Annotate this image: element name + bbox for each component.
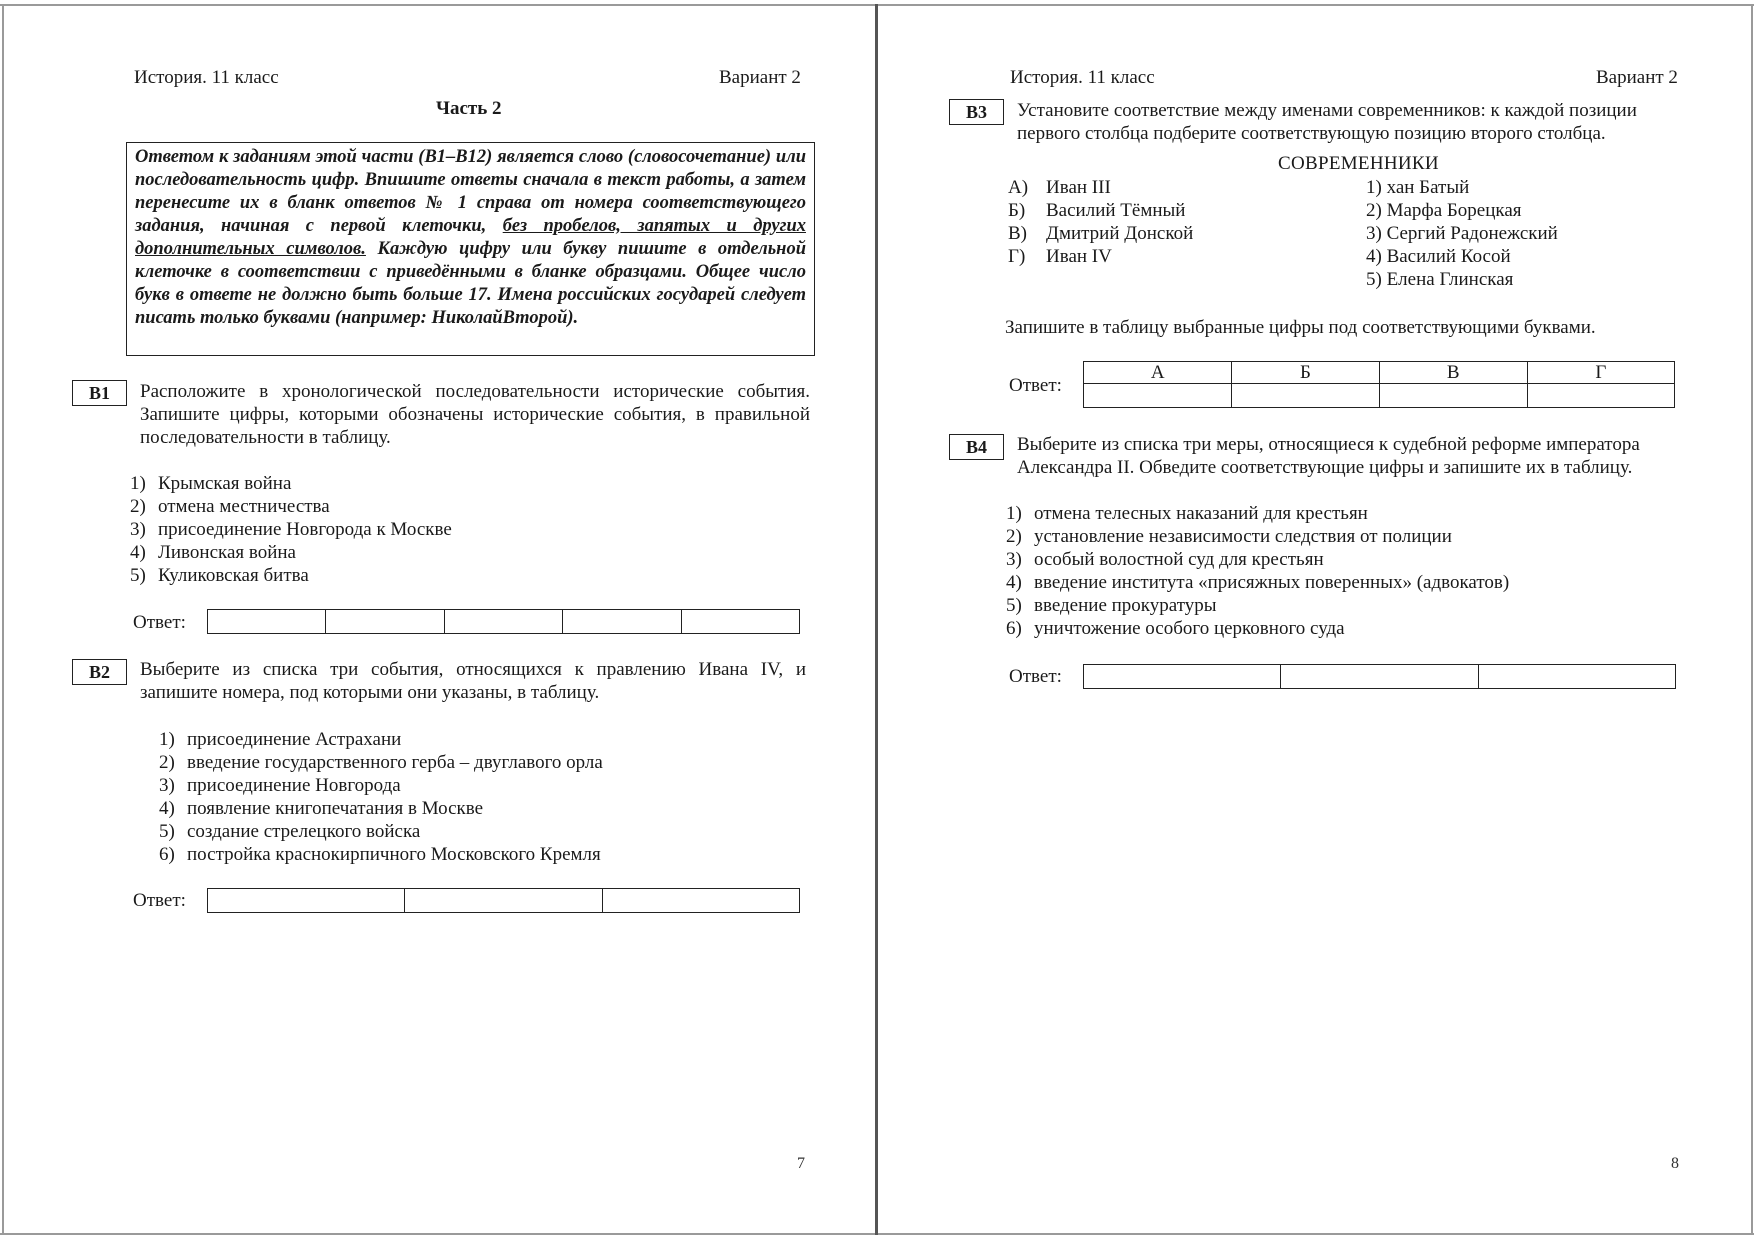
table-header: А <box>1084 362 1232 384</box>
list-item: 4) Василий Косой <box>1366 246 1511 267</box>
answer-table-b3 <box>1083 361 1675 408</box>
table-header: Г <box>1527 362 1674 384</box>
answer-cell[interactable] <box>1527 384 1674 408</box>
answer-cell[interactable] <box>681 610 799 633</box>
list-item: 3) Сергий Радонежский <box>1366 223 1558 244</box>
answer-cell[interactable] <box>404 889 601 912</box>
answer-input-b1-5[interactable] <box>682 610 799 633</box>
answer-cell[interactable] <box>1232 384 1379 408</box>
list-item <box>159 774 603 797</box>
table-header: В <box>1379 362 1527 384</box>
answer-label-b1: Ответ: <box>133 612 186 633</box>
answer-label-b4: Ответ: <box>1009 666 1062 687</box>
list-item <box>159 820 603 843</box>
item-number: 4) <box>159 798 175 819</box>
answer-cell[interactable] <box>208 610 325 633</box>
answer-cell[interactable] <box>208 889 404 912</box>
item-text: Ливонская война <box>158 542 296 563</box>
task-label-b1: B1 <box>72 380 127 406</box>
answer-input-b3-v[interactable] <box>1380 383 1531 408</box>
task-list-b1 <box>130 472 452 587</box>
list-item <box>1008 222 1193 245</box>
item-text: присоединение Новгорода <box>187 775 401 796</box>
item-number: 3) <box>1006 549 1022 570</box>
page-number: 8 <box>1671 1155 1679 1172</box>
task-label-b3: B3 <box>949 99 1004 125</box>
page-8 <box>878 0 1751 1239</box>
item-text: появление книгопечатания в Москве <box>187 798 484 819</box>
list-item <box>1006 502 1509 525</box>
item-number: 5) <box>159 821 175 842</box>
part-title: Часть 2 <box>436 98 502 119</box>
item-text: Дмитрий Донской <box>1046 223 1194 244</box>
answer-input-b4-2[interactable] <box>1281 665 1477 688</box>
list-item <box>159 751 603 774</box>
answer-grid-b4 <box>1083 664 1676 689</box>
list-item <box>130 495 452 518</box>
answer-label-b2: Ответ: <box>133 890 186 911</box>
answer-cell[interactable] <box>1084 384 1232 408</box>
item-text: введение государственного герба – двуглавого орла <box>187 752 603 773</box>
page-frame-right <box>1751 4 1753 1235</box>
header-variant: Вариант 2 <box>1596 67 1678 88</box>
list-item <box>130 564 452 587</box>
list-item: 2) Марфа Борецкая <box>1366 200 1522 221</box>
list-item <box>159 797 603 820</box>
item-key: Б) <box>1008 200 1026 221</box>
item-number: 2) <box>159 752 175 773</box>
list-item <box>1006 594 1509 617</box>
task-list-b2 <box>159 728 603 866</box>
table-instruction: Запишите в таблицу выбранные цифры под соответствующими буквами. <box>1005 317 1596 338</box>
table-row <box>1084 384 1675 408</box>
item-number: 3) <box>130 519 146 540</box>
instruction-part-2: Каждую цифру или букву пишите в отдельной клеточке в соответствии с приведёнными в бланке образцами. Общее число букв в ответе не должно быть больше 17. Имена российских государей следует писать только буквами (например: НиколайВторой). <box>135 239 806 328</box>
answer-input-b4-3[interactable] <box>1479 665 1675 688</box>
list-item <box>1006 571 1509 594</box>
item-number: 4) <box>130 542 146 563</box>
item-text: создание стрелецкого войска <box>187 821 421 842</box>
task-text-b3: Установите соответствие между именами современников: к каждой позиции первого столбца подберите соответствующую позицию второго столбца. <box>1017 100 1637 144</box>
instruction-text <box>135 146 806 330</box>
table-header: Б <box>1232 362 1379 384</box>
item-text: установление независимости следствия от полиции <box>1034 526 1452 547</box>
answer-input-b1-3[interactable] <box>445 610 562 633</box>
item-number: 1) <box>130 473 146 494</box>
list-item <box>130 518 452 541</box>
answer-input-b2-1[interactable] <box>208 889 404 912</box>
answer-cell[interactable] <box>1280 665 1477 688</box>
left-column-list <box>1008 176 1193 268</box>
task-label-b4: B4 <box>949 434 1004 460</box>
item-text: Иван IV <box>1046 246 1112 267</box>
list-item <box>1008 199 1193 222</box>
list-item <box>1006 525 1509 548</box>
list-item: 5) Елена Глинская <box>1366 269 1514 290</box>
table-header-row <box>1084 362 1675 384</box>
item-text: отмена местничества <box>158 496 330 517</box>
answer-input-b2-2[interactable] <box>405 889 601 912</box>
header-variant: Вариант 2 <box>719 67 801 88</box>
task-label-b2: B2 <box>72 659 127 685</box>
item-text: постройка краснокирпичного Московского Кремля <box>187 844 601 865</box>
instruction-box <box>126 142 815 356</box>
list-item <box>1008 245 1193 268</box>
answer-input-b1-2[interactable] <box>326 610 443 633</box>
item-text: уничтожение особого церковного суда <box>1034 618 1345 639</box>
item-number: 5) <box>1006 595 1022 616</box>
item-number: 6) <box>159 844 175 865</box>
instruction-underlined: без пробелов, запятых и других дополнительных символов. <box>135 216 806 259</box>
list-item <box>130 472 452 495</box>
item-number: 2) <box>1006 526 1022 547</box>
item-text: особый волостной суд для крестьян <box>1034 549 1324 570</box>
item-key: А) <box>1008 177 1029 198</box>
header-subject: История. 11 класс <box>1010 67 1155 88</box>
item-text: введение прокуратуры <box>1034 595 1217 616</box>
list-item <box>1006 548 1509 571</box>
item-text: присоединение Новгорода к Москве <box>158 519 452 540</box>
list-item <box>1008 176 1193 199</box>
item-text: Куликовская битва <box>158 565 309 586</box>
item-text: введение института «присяжных поверенных» (адвокатов) <box>1034 572 1510 593</box>
list-item <box>130 541 452 564</box>
answer-input-b3-b[interactable] <box>1232 383 1382 408</box>
list-item <box>159 728 603 751</box>
answer-grid-b1 <box>207 609 800 634</box>
column-heading: СОВРЕМЕННИКИ <box>1278 153 1439 174</box>
answer-cell[interactable] <box>1379 384 1527 408</box>
item-number: 5) <box>130 565 146 586</box>
item-text: отмена телесных наказаний для крестьян <box>1034 503 1368 524</box>
task-text-b1: Расположите в хронологической последовательности исторические события. Запишите цифры, которыми обозначены исторические события, в правильной последовательности в таблицу. <box>140 381 810 448</box>
item-key: В) <box>1008 223 1027 244</box>
answer-cell[interactable] <box>1084 665 1280 688</box>
answer-cell[interactable] <box>1478 665 1675 688</box>
item-text: присоединение Астрахани <box>187 729 402 750</box>
answer-cell[interactable] <box>325 610 443 633</box>
item-number: 1) <box>1006 503 1022 524</box>
list-item: 1) хан Батый <box>1366 177 1470 198</box>
instruction-part-1: Ответом к заданиям этой части (B1–B12) является слово (словосочетание) или последовательность цифр. Впишите ответы сначала в текст работы, а затем перенесите их в бланк ответов № 1 справа от номера соответствующего задания, начиная с первой клеточки, <box>135 147 806 236</box>
task-text-b2: Выберите из списка три события, относящихся к правлению Ивана IV, и запишите номера, под которыми они указаны, в таблицу. <box>140 659 806 703</box>
list-item <box>159 843 603 866</box>
item-text: Василий Тёмный <box>1046 200 1186 221</box>
answer-cell[interactable] <box>562 610 680 633</box>
page-number: 7 <box>797 1155 805 1172</box>
task-text-b4: Выберите из списка три меры, относящиеся к судебной реформе императора Александра II. Обведите соответствующие цифры и запишите их в таблицу. <box>1017 434 1640 478</box>
answer-input-b4-1[interactable] <box>1084 665 1280 688</box>
answer-input-b2-3[interactable] <box>603 889 799 912</box>
list-item <box>1006 617 1509 640</box>
answer-label-b3: Ответ: <box>1009 375 1062 396</box>
answer-input-b3-a[interactable] <box>1084 383 1235 408</box>
answer-input-b1-4[interactable] <box>563 610 680 633</box>
item-number: 2) <box>130 496 146 517</box>
header-subject: История. 11 класс <box>134 67 279 88</box>
item-number: 1) <box>159 729 175 750</box>
item-text: Иван III <box>1046 177 1111 198</box>
answer-cell[interactable] <box>444 610 562 633</box>
answer-cell[interactable] <box>602 889 799 912</box>
right-column-list <box>1366 176 1558 291</box>
item-number: 4) <box>1006 572 1022 593</box>
item-number: 6) <box>1006 618 1022 639</box>
item-number: 3) <box>159 775 175 796</box>
answer-grid-b2 <box>207 888 800 913</box>
task-list-b4 <box>1006 502 1509 640</box>
page-7 <box>0 0 875 1239</box>
item-key: Г) <box>1008 246 1026 267</box>
answer-input-b3-g[interactable] <box>1528 383 1678 408</box>
item-text: Крымская война <box>158 473 292 494</box>
answer-input-b1-1[interactable] <box>208 610 325 633</box>
